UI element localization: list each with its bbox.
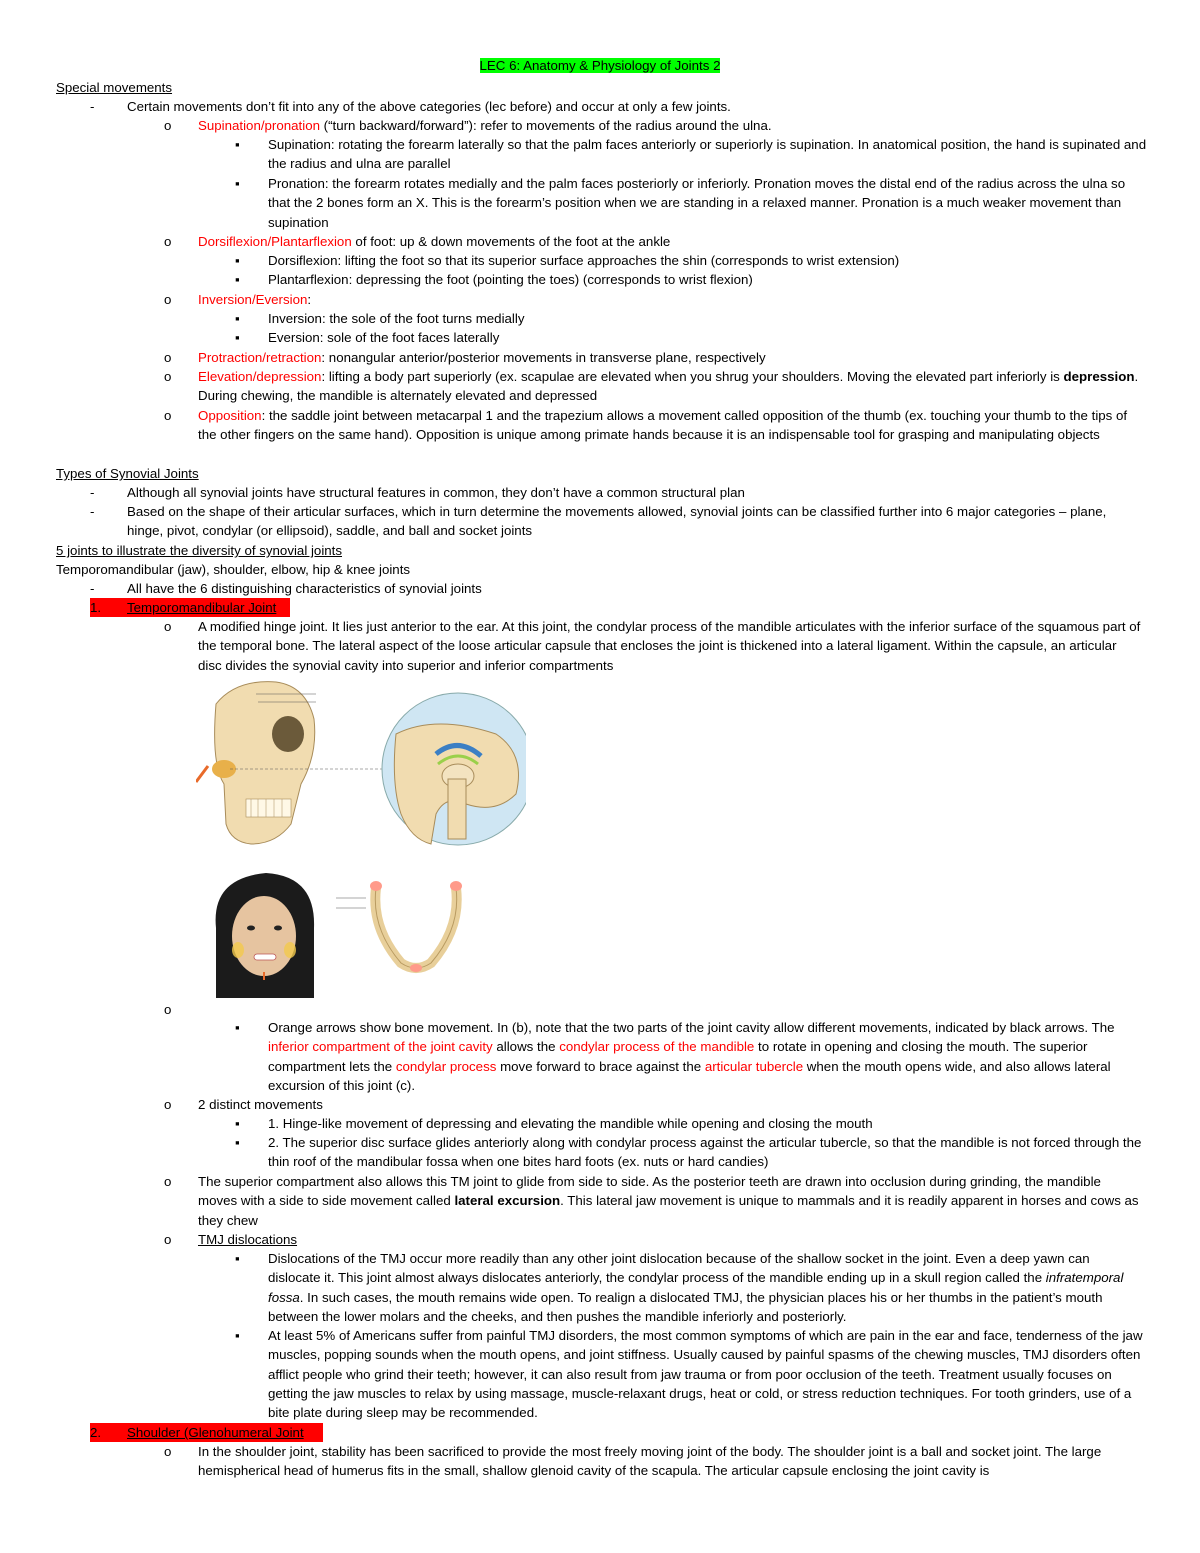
section-heading-types: Types of Synovial Joints bbox=[56, 466, 199, 481]
dash-bullet: - bbox=[90, 504, 95, 519]
lateral-excursion-item: The superior compartment also allows this TM joint to glide from side to side. As the posterior teeth are drawn into occlusion during grinding, the mandible moves with a side to side movement called lateral excursion. This lateral jaw movement is unique to mammals and it is readily apparent in horses and cows as they chew bbox=[198, 1174, 1139, 1228]
protraction-item: Protraction/retraction: nonangular anterior/posterior movements in transverse plane, respectively bbox=[198, 350, 766, 365]
square-bullet: ▪ bbox=[235, 330, 240, 345]
tmj-movement-2: 2. The superior disc surface glides anteriorly along with condylar process against the articular tubercle, so that the mandible is not forced through the thin roof of the mandibular fossa when one bites hard foots (ex. nuts or hard candies) bbox=[268, 1135, 1142, 1170]
circle-bullet: o bbox=[164, 350, 172, 365]
opposition-item: Opposition: the saddle joint between metacarpal 1 and the trapezium allows a movement called opposition of the thumb (ex. touching your thumb to the tips of the other fingers on the same hand). Opposition is unique among primate hands because it is an indispensable tool for grasping and manipulating objects bbox=[198, 408, 1128, 443]
square-bullet: ▪ bbox=[235, 253, 240, 268]
dash-bullet: - bbox=[90, 485, 95, 500]
pronation-detail: Pronation: the forearm rotates medially and the palm faces posteriorly or inferiorly. Pronation moves the distal end of the radius across the ulna so that the 2 bones form an X. This is the forearm’s position when we are standing in a relaxed manner. Pronation is a much weaker movement than supination bbox=[268, 176, 1126, 230]
square-bullet: ▪ bbox=[235, 1251, 240, 1266]
dorsiflexion-item: Dorsiflexion/Plantarflexion of foot: up & down movements of the foot at the ankle bbox=[198, 234, 671, 249]
inversion-detail: Inversion: the sole of the foot turns medially bbox=[268, 311, 525, 326]
circle-bullet: o bbox=[164, 619, 172, 634]
tmj-heading: 1. Temporomandibular Joint bbox=[90, 598, 290, 617]
square-bullet: ▪ bbox=[235, 311, 240, 326]
supination-item: Supination/pronation (“turn backward/forward”): refer to movements of the radius around the ulna. bbox=[198, 118, 772, 133]
tmj-dislocation-detail: Dislocations of the TMJ occur more readily than any other joint dislocation because of the shallow socket in the joint. Even a deep yawn can dislocate it. This joint almost always dislocates anteriorly, the condylar process of the mandible ending up in a skull region called the infratemporal fossa. In such cases, the mouth remains wide open. To realign a dislocated TMJ, the physician places his or her thumbs in the patient’s mouth between the lower molars and the cheeks, and then pushes the mandible inferiorly and posteriorly. bbox=[268, 1251, 1124, 1324]
circle-bullet: o bbox=[164, 408, 172, 423]
circle-bullet: o bbox=[164, 1444, 172, 1459]
section-heading-five-joints: 5 joints to illustrate the diversity of synovial joints bbox=[56, 543, 343, 558]
types-point-1: Although all synovial joints have structural features in common, they don’t have a common structural plan bbox=[127, 485, 745, 500]
tmj-movement-1: 1. Hinge-like movement of depressing and elevating the mandible while opening and closing the mouth bbox=[268, 1116, 873, 1131]
square-bullet: ▪ bbox=[235, 1020, 240, 1035]
tmj-movements: 2 distinct movements bbox=[198, 1097, 323, 1112]
tmj-movement-figure bbox=[196, 868, 486, 1003]
tmj-disorders-detail: At least 5% of Americans suffer from painful TMJ disorders, the most common symptoms of which are pain in the ear and face, tenderness of the jaw muscles, popping sounds when the mouth opens, and joint stiffness. Usually caused by painful spasms of the chewing muscles, TMJ disorders often afflict people who grind their teeth; however, it can also result from jaw trauma or from poor occlusion of the teeth. Treatment usually focuses on getting the jaw muscles to relax by using massage, muscle-relaxant drugs, heat or cold, or stress reduction techniques. For tooth grinders, use of a bite plate during sleep may be recommended. bbox=[268, 1328, 1143, 1421]
square-bullet: ▪ bbox=[235, 1135, 240, 1150]
five-joints-list: Temporomandibular (jaw), shoulder, elbow, hip & knee joints bbox=[56, 562, 411, 577]
page-title: LEC 6: Anatomy & Physiology of Joints 2 bbox=[479, 58, 721, 73]
square-bullet: ▪ bbox=[235, 272, 240, 287]
inversion-item: Inversion/Eversion: bbox=[198, 292, 312, 307]
square-bullet: ▪ bbox=[235, 1328, 240, 1343]
square-bullet: ▪ bbox=[235, 137, 240, 152]
shoulder-heading: 2. Shoulder (Glenohumeral Joint bbox=[90, 1423, 323, 1442]
circle-bullet: o bbox=[164, 1174, 172, 1189]
circle-bullet: o bbox=[164, 1097, 172, 1112]
tmj-anatomy-illustration bbox=[196, 674, 526, 864]
circle-bullet: o bbox=[164, 1002, 172, 1017]
section-heading-special-movements: Special movements bbox=[56, 80, 173, 95]
square-bullet: ▪ bbox=[235, 1116, 240, 1131]
plantarflexion-detail: Plantarflexion: depressing the foot (pointing the toes) (corresponds to wrist flexion) bbox=[268, 272, 753, 287]
square-bullet: ▪ bbox=[235, 176, 240, 191]
five-joints-point: All have the 6 distinguishing characteristics of synovial joints bbox=[127, 581, 482, 596]
figure-explanation: Orange arrows show bone movement. In (b), note that the two parts of the joint cavity allow different movements, indicated by black arrows. The inferior compartment of the joint cavity allows the condylar process of the mandible to rotate in opening and closing the mouth. The superior compartment lets the condylar process move forward to brace against the articular tubercle when the mouth opens wide, and also allows lateral excursion of this joint (c). bbox=[268, 1020, 1115, 1093]
elevation-item: Elevation/depression: lifting a body part superiorly (ex. scapulae are elevated when you shrug your shoulders. Moving the elevated part inferiorly is depression. During chewing, the mandible is alternately elevated and depressed bbox=[198, 369, 1139, 404]
dash-bullet: - bbox=[90, 581, 95, 596]
special-intro: Certain movements don’t fit into any of the above categories (lec before) and occur at only a few joints. bbox=[127, 99, 731, 114]
tmj-movement-illustration bbox=[196, 868, 486, 1003]
dash-bullet: - bbox=[90, 99, 95, 114]
tmj-description: A modified hinge joint. It lies just anterior to the ear. At this joint, the condylar process of the mandible articulates with the inferior surface of the squamous part of the temporal bone. The lateral aspect of the loose articular capsule that encloses the joint is thickened into a lateral ligament. Within the capsule, an articular disc divides the synovial cavity into superior and inferior compartments bbox=[198, 619, 1141, 673]
types-point-2: Based on the shape of their articular surfaces, which in turn determine the movements allowed, synovial joints can be classified further into 6 major categories – plane, hinge, pivot, condylar (or ellipsoid), saddle, and ball and socket joints bbox=[127, 504, 1107, 539]
eversion-detail: Eversion: sole of the foot faces laterally bbox=[268, 330, 500, 345]
dorsiflexion-detail: Dorsiflexion: lifting the foot so that its superior surface approaches the shin (corresponds to wrist extension) bbox=[268, 253, 900, 268]
supination-detail: Supination: rotating the forearm laterally so that the palm faces anteriorly or superiorly is supination. In anatomical position, the hand is supinated and the radius and ulna are parallel bbox=[268, 137, 1147, 172]
circle-bullet: o bbox=[164, 369, 172, 384]
circle-bullet: o bbox=[164, 118, 172, 133]
circle-bullet: o bbox=[164, 234, 172, 249]
shoulder-description: In the shoulder joint, stability has been sacrificed to provide the most freely moving joint of the body. The shoulder joint is a ball and socket joint. The large hemispherical head of humerus fits in the small, shallow glenoid cavity of the scapula. The articular capsule enclosing the joint cavity is bbox=[198, 1444, 1102, 1479]
circle-bullet: o bbox=[164, 1232, 172, 1247]
tmj-anatomy-figure bbox=[196, 674, 526, 864]
tmj-dislocations-heading: TMJ dislocations bbox=[198, 1232, 298, 1247]
circle-bullet: o bbox=[164, 292, 172, 307]
